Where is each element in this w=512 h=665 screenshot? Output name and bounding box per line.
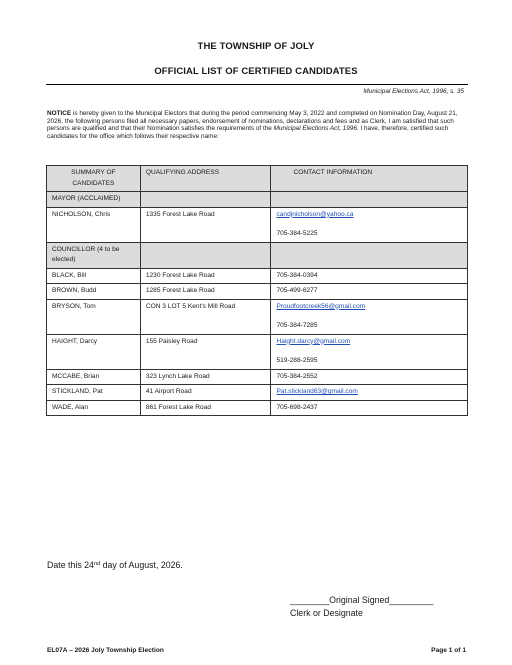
- candidate-phone: 705-698-2437: [276, 403, 318, 411]
- candidate-name: NICHOLSON, Chris: [47, 207, 141, 242]
- notice-text-b: . I have, therefore, certified such candidates for the office which follows their respective name:: [47, 125, 449, 140]
- header-contact: CONTACT INFORMATION: [271, 166, 468, 192]
- date-ordinal: nd: [93, 561, 101, 567]
- candidate-name: WADE, Alan: [47, 400, 141, 416]
- candidate-address: 1230 Forest Lake Road: [140, 268, 271, 284]
- candidate-phone: 705-384-5225: [276, 230, 318, 237]
- table-row: [47, 268, 468, 284]
- signature-line: ________Original Signed_________: [290, 595, 434, 605]
- table-row: [47, 400, 468, 416]
- office-empty-cell: [271, 192, 468, 208]
- candidate-name: BRYSON, Tom: [47, 299, 141, 334]
- candidate-email-link[interactable]: Haight.darcy@gmail.com: [276, 337, 351, 345]
- candidate-address: 1285 Forest Lake Road: [140, 284, 271, 300]
- table-row: [47, 369, 468, 385]
- candidate-address: 1335 Forest Lake Road: [140, 207, 271, 242]
- date-prefix: Date this 24: [47, 560, 94, 570]
- list-title: OFFICIAL LIST OF CERTIFIED CANDIDATES: [154, 66, 358, 77]
- candidate-address: 861 Forest Lake Road: [140, 400, 271, 416]
- candidate-email-link[interactable]: Proudfootcreek56@gmail.com: [276, 302, 366, 310]
- notice-lead: NOTICE: [47, 110, 72, 117]
- candidate-address: 323 Lynch Lake Road: [140, 369, 271, 385]
- candidate-name: MCCABE, Brian: [47, 369, 141, 385]
- table-row: [47, 299, 468, 334]
- header-address: QUALIFYING ADDRESS: [140, 166, 271, 192]
- candidate-email-link[interactable]: candjnicholson@yahoo.ca: [276, 210, 354, 218]
- table-row: [47, 385, 468, 401]
- date-line: [47, 560, 183, 570]
- candidate-name: STICKLAND, Pat: [47, 385, 141, 401]
- candidate-phone: 705-384-0394: [276, 271, 318, 279]
- office-empty-cell: [140, 242, 271, 268]
- office-row-councillor: [47, 242, 468, 268]
- candidate-phone: 519-288-2595: [276, 357, 318, 364]
- candidate-contact: [271, 268, 468, 284]
- candidates-table: [46, 165, 468, 416]
- notice-text-a: is hereby given to the Municipal Electors that during the period commencing May 3, 2022 and completed on Nomination Day, August 21, 2026, the following persons filed all necessary papers, endorsement of nominations, declarations and fees and as Clerk, I am satisfied that such persons are qualified and that their Nomination satisfies the requirements of the: [47, 110, 458, 133]
- candidate-email-link[interactable]: Pat.stickland63@gmail.com: [276, 388, 358, 395]
- candidate-name: HAIGHT, Darcy: [47, 334, 141, 369]
- office-label-mayor: MAYOR (ACCLAIMED): [47, 192, 141, 208]
- office-empty-cell: [140, 192, 271, 208]
- table-row: [47, 334, 468, 369]
- act-reference: Municipal Elections Act, 1996, s. 35: [363, 88, 464, 95]
- office-label-councillor: COUNCILLOR (4 to be elected): [47, 242, 141, 268]
- signature-block: [290, 594, 433, 620]
- footer-page-number: Page 1 of 1: [431, 647, 466, 654]
- header-summary: SUMMARY OF CANDIDATES: [47, 166, 141, 192]
- candidate-contact: [271, 334, 468, 369]
- candidate-contact: [271, 284, 468, 300]
- table-body: [47, 192, 468, 416]
- table-row: [47, 207, 468, 242]
- signature-role: Clerk or Designate: [290, 608, 363, 618]
- candidate-contact: [271, 207, 468, 242]
- candidate-address: CON 3 LOT 5 Kent's Mill Road: [140, 299, 271, 334]
- footer-form-id: EL07A – 2026 Joly Township Election: [47, 647, 164, 654]
- notice-paragraph: [47, 110, 467, 140]
- table-header-row: [47, 166, 468, 192]
- candidate-address: 155 Paisley Road: [140, 334, 271, 369]
- township-title: THE TOWNSHIP OF JOLY: [197, 41, 315, 52]
- date-rest: day of August, 2026.: [100, 560, 183, 570]
- table-row: [47, 284, 468, 300]
- title-divider: [46, 84, 468, 85]
- notice-act-ref: Municipal Elections Act, 1996: [273, 125, 357, 133]
- candidate-phone: 705-384-2552: [276, 372, 318, 380]
- candidate-contact: [271, 299, 468, 334]
- candidate-name: BLACK, Bill: [47, 268, 141, 284]
- office-row-mayor: [47, 192, 468, 208]
- candidate-contact: [271, 385, 468, 401]
- candidate-phone: 705-384-7285: [276, 322, 318, 329]
- candidate-contact: [271, 369, 468, 385]
- candidate-address: 41 Airport Road: [140, 385, 271, 401]
- candidate-phone: 705-499-6277: [276, 287, 318, 294]
- office-empty-cell: [271, 242, 468, 268]
- candidate-name: BROWN, Budd: [47, 284, 141, 300]
- candidate-contact: [271, 400, 468, 416]
